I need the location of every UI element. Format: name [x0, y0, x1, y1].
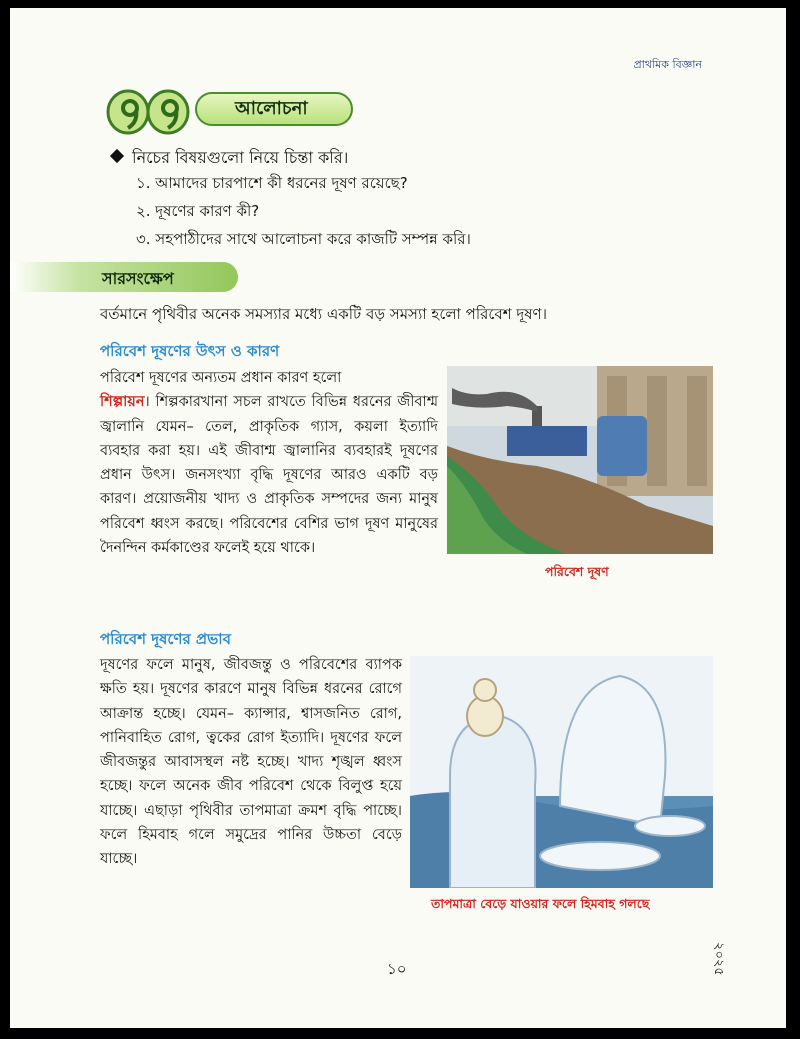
section2-paragraph: দূষণের ফলে মানুষ, জীবজন্তু ও পরিবেশের ব্যাপক ক্ষতি হয়। দূষণের কারণে মানুষ বিভিন্ন ধরনের রোগে আক্রান্ত হচ্ছে। যেমন– ক্যান্সার, শ্বাসজনিত রোগ, পানিবাহিত রোগ, ত্বকের রোগ ইত্যাদি। দূষণের ফলে জীবজন্তুর আবাসস্থল নষ্ট হচ্ছে। খাদ্য শৃঙ্খল ধ্বংস হচ্ছে। ফলে অনেক জীব পরিবেশ থেকে বিলুপ্ত হয়ে যাচ্ছে। এছাড়া পৃথিবীর তাপমাত্রা ক্রমশ বৃদ্ধি পাচ্ছে। ফলে হিমবাহ গলে সমুদ্রের পানির উচ্চতা বেড়ে যাচ্ছে। [100, 657, 402, 868]
discussion-prompt [112, 145, 348, 172]
summary-label: সারসংক্ষেপ [102, 269, 174, 288]
question-item: ৩. সহপাঠীদের সাথে আলোচনা করে কাজটি সম্পন্ন করি। [136, 230, 471, 248]
summary-intro: বর্তমানে পৃথিবীর অনেক সমস্যার মধ্যে একটি বড় সমস্যা হলো পরিবেশ দূষণ। [100, 305, 547, 323]
section1-body: । শিল্পকারখানা সচল রাখতে বিভিন্ন ধরনের জীবাশ্ম জ্বালানি যেমন– তেল, প্রাকৃতিক গ্যাস, কয়লা ইত্যাদি ব্যবহার করা হয়। এই জীবাশ্ম জ্বালানির ব্যবহারই দূষণের প্রধান উৎস। জনসংখ্যা বৃদ্ধি দূষণের আরও একটি বড় কারণ। প্রয়োজনীয় খাদ্য ও প্রাকৃতিক সম্পদের জন্য মানুষ পরিবেশ ধ্বংস করছে। পরিবেশের বেশির ভাগ দূষণ মানুষের দৈনন্দিন কর্মকাণ্ডের ফলেই হয়ে থাকে। [100, 394, 438, 557]
subject-header: প্রাথমিক বিজ্ঞান [633, 58, 702, 71]
speech-quote-icon [106, 88, 196, 136]
melting-glacier-illustration [410, 656, 713, 888]
section2-heading: পরিবেশ দূষণের প্রভাব [100, 630, 231, 648]
section1-paragraph [100, 366, 438, 560]
side-code: ২০২৫ [711, 942, 726, 976]
question-item: ২. দূষণের কারণ কী? [136, 202, 260, 220]
pollution-caption: পরিবেশ দূষণ [545, 564, 609, 579]
question-item: ১. আমাদের চারপাশে কী ধরনের দূষণ রয়েছে? [136, 174, 408, 192]
glacier-caption: তাপমাত্রা বেড়ে যাওয়ার ফলে হিমবাহ গলছে [431, 896, 650, 911]
book-page [10, 8, 786, 1028]
page-number: ১০ [387, 960, 407, 978]
diamond-bullet-icon [110, 149, 124, 163]
section1-lead: পরিবেশ দূষণের অন্যতম প্রধান কারণ হলো [100, 370, 342, 386]
discussion-prompt-text: নিচের বিষয়গুলো নিয়ে চিন্তা করি। [132, 148, 349, 167]
section1-heading: পরিবেশ দূষণের উৎস ও কারণ [100, 342, 280, 360]
industrialization-term: শিল্পায়ন [100, 394, 145, 411]
pollution-factory-illustration [447, 366, 713, 554]
summary-section-bar [10, 262, 238, 292]
discussion-label: আলোচনা [195, 92, 353, 126]
